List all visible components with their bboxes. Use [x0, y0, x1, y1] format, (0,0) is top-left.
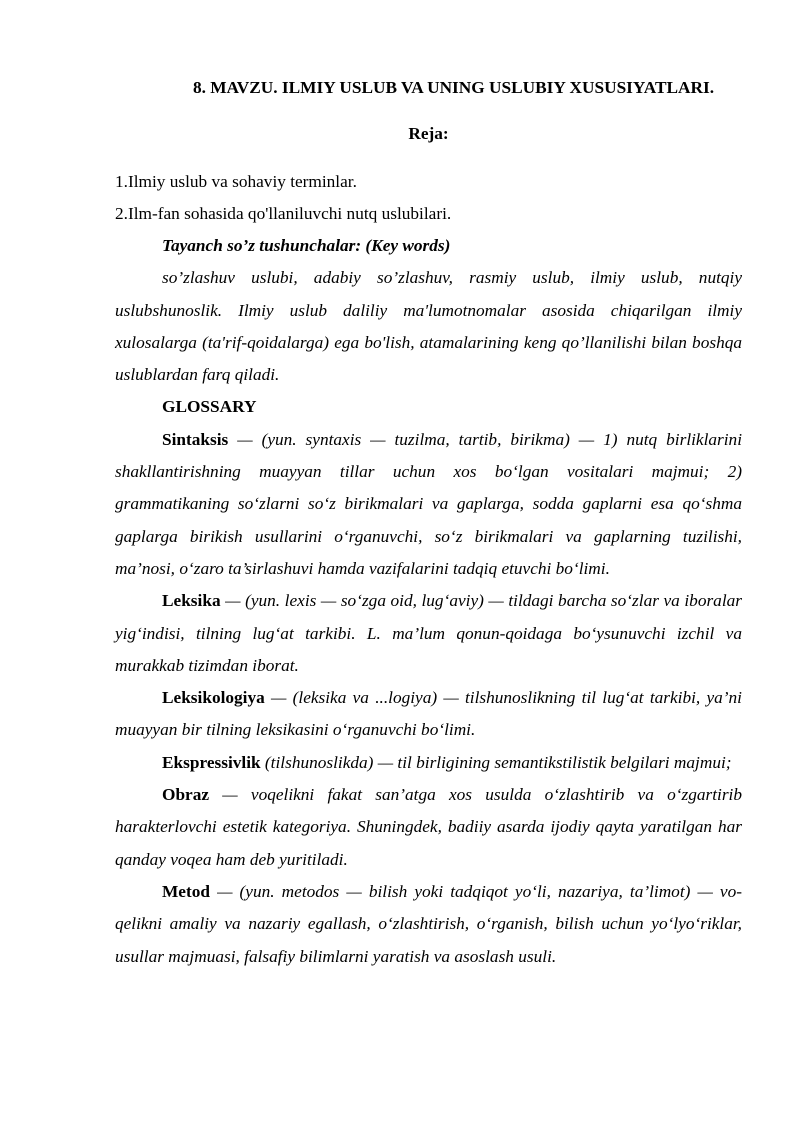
document-page: [115, 74, 742, 973]
glossary-term: Leksika: [162, 591, 221, 611]
keywords-heading-text: Tayanch so’z tushunchalar: (Key words): [162, 236, 451, 255]
glossary-definition: (tilshunoslikda) — til birligining semantikstilistik belgilari majmui;: [260, 752, 732, 772]
glossary-entry-leksikologiya: [115, 682, 742, 747]
glossary-definition: — (yun. syntaxis — tuzilma, tartib, birikma) — 1) nutq birliklarini shakllantirishning muayyan tillar uchun xos bo‘lgan vositalari majmui; 2) grammatikaning so‘zlarni so‘z birikmalari va gaplarga, sodda gaplarni esa qo‘shma gaplarga birikish usullarini o‘rganuvchi, so‘z birikmalari va gaplarning tuzilishi, ma’nosi, o‘zaro ta’sirlashuvi hamda vazifalarini tadqiq etuvchi bo‘limi.: [115, 429, 742, 578]
glossary-entry-sintaksis: [115, 424, 742, 585]
glossary-entry-leksika: [115, 585, 742, 682]
glossary-term: Leksikologiya: [162, 688, 265, 708]
glossary-term: Metod: [162, 881, 210, 901]
glossary-entry-obraz: [115, 779, 742, 876]
page-title: 8. MAVZU. ILMIY USLUB VA UNING USLUBIY XUSUSIYATLARI.: [192, 78, 715, 97]
glossary-definition: — (yun. lexis — so‘zga oid, lug‘aviy) — tildagi barcha so‘zlar va iboralar yig‘indisi, tilning lug‘at tarkibi. L. ma’lum qonun-qoidaga bo‘ysunuvchi izchil va murakkab tizimdan iborat.: [115, 591, 742, 675]
glossary-entry-metod: [115, 876, 742, 973]
glossary-definition: — voqelikni fakat san’atga xos usulda o‘zlashtirib va o‘zgartirib harakterlovchi estetik kategoriya. Shuningdek, badiiy asarda ijodiy qayta yaratilgan har qanday voqea ham deb yuritiladi.: [115, 785, 742, 869]
keywords-heading: [115, 230, 742, 262]
glossary-term: Ekspressivlik: [162, 752, 261, 772]
glossary-definition: — (leksika va ...logiya) — tilshunoslikning til lug‘at tarkibi, ya’ni muayyan bir tilning leksikasini o‘rganuvchi bo‘limi.: [115, 688, 742, 740]
plan-item: 2.Ilm-fan sohasida qo'llaniluvchi nutq uslubilari.: [115, 204, 452, 223]
glossary-definition: — (yun. metodos — bilish yoki tadqiqot yo‘li, nazariya, ta’limot) — vo-qelikni amaliy va nazariy egallash, o‘zlashtirish, o‘rganish, bilish uchun yo‘lyo‘riklar, usullar majmuasi, falsafiy bilimlarni yaratish va asoslash usuli.: [115, 881, 742, 966]
plan-heading: Reja:: [408, 124, 449, 143]
glossary-term: Sintaksis: [162, 429, 229, 449]
glossary-heading-text: GLOSSARY: [162, 397, 257, 417]
glossary-entry-ekspressivlik: [115, 747, 742, 779]
glossary-heading: [115, 391, 742, 423]
plan-list: [115, 166, 742, 230]
glossary-term: Obraz: [162, 785, 210, 805]
plan-item: 1.Ilmiy uslub va sohaviy terminlar.: [115, 172, 357, 191]
keywords-text: so’zlashuv uslubi, adabiy so’zlashuv, rasmiy uslub, ilmiy uslub, nutqiy uslubshunoslik. Ilmiy uslub daliliy ma'lumotnomalar asosida chiqarilgan ilmiy xulosalarga (ta'rif-qoidalarga) ega bo'lish, atamalarining keng qo’llanilishi bilan boshqa uslublardan farq qiladi.: [115, 268, 742, 385]
